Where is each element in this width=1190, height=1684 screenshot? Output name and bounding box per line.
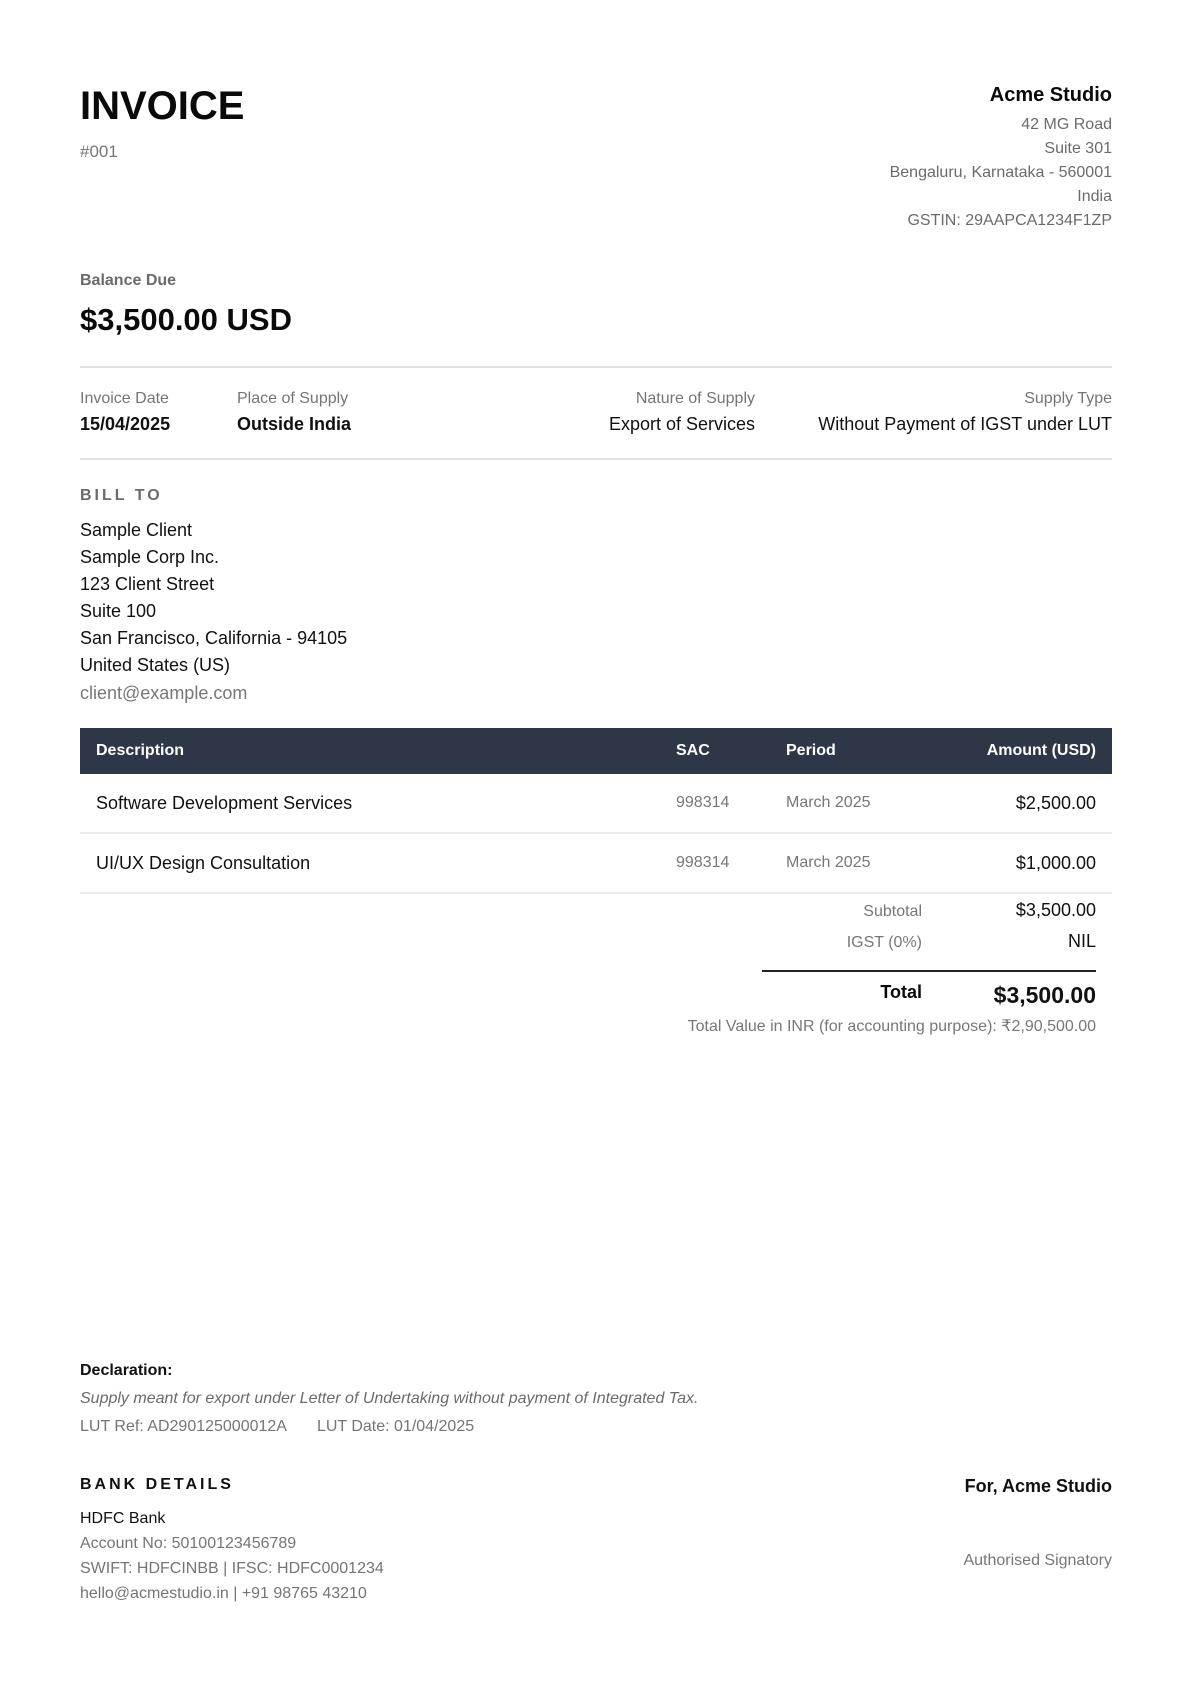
tax-label: IGST (0%) [846, 934, 922, 951]
cell-description: Software Development Services [96, 792, 353, 813]
column-header-sac: SAC [676, 742, 710, 759]
bill-to-line: San Francisco, California - 94105 [80, 628, 348, 648]
column-header-amount: Amount (USD) [986, 742, 1096, 759]
total-row [80, 982, 1112, 1016]
balance-due-label: Balance Due [80, 272, 177, 289]
contact-info: hello@acmestudio.in | +91 98765 43210 [80, 1585, 367, 1602]
totals-section [80, 900, 1112, 1035]
lut-info [80, 1418, 698, 1436]
meta-nature-of-supply [609, 390, 755, 435]
bill-to-section [80, 487, 347, 707]
meta-place-of-supply [237, 390, 351, 435]
line-items-table [80, 728, 1112, 894]
declaration-title: Declaration: [80, 1362, 173, 1379]
cell-description: UI/UX Design Consultation [96, 852, 311, 873]
bank-details-title: BANK DETAILS [80, 1476, 234, 1493]
subtotal-value: $3,500.00 [1015, 900, 1096, 920]
meta-label: Place of Supply [237, 390, 349, 407]
tax-row [80, 931, 1112, 962]
total-value: $3,500.00 [993, 982, 1096, 1008]
meta-value: Outside India [237, 414, 352, 434]
bill-to-line: Suite 100 [80, 601, 157, 621]
balance-due-section [80, 272, 292, 338]
tax-value: NIL [1067, 931, 1096, 951]
column-header-description: Description [96, 742, 185, 759]
divider [80, 458, 1112, 460]
company-address-line: 42 MG Road [1021, 116, 1112, 133]
meta-value: 15/04/2025 [80, 414, 171, 434]
table-row [80, 774, 1112, 834]
table-header [80, 728, 1112, 774]
signatory-label: Authorised Signatory [963, 1552, 1112, 1569]
meta-invoice-date [80, 390, 170, 435]
bill-to-line: 123 Client Street [80, 574, 215, 594]
cell-period: March 2025 [786, 794, 871, 811]
meta-supply-type [818, 390, 1112, 435]
total-label: Total [880, 982, 922, 1002]
cell-amount: $2,500.00 [1015, 792, 1096, 813]
cell-period: March 2025 [786, 854, 871, 871]
meta-label: Supply Type [1024, 390, 1112, 407]
invoice-meta [80, 390, 1112, 440]
bank-account: Account No: 50100123456789 [80, 1535, 297, 1552]
invoice-number: #001 [80, 142, 118, 161]
balance-due-amount: $3,500.00 USD [80, 302, 292, 337]
lut-date: LUT Date: 01/04/2025 [316, 1418, 475, 1435]
bill-to-line: Sample Corp Inc. [80, 547, 220, 567]
company-address-line: India [1077, 188, 1112, 205]
cell-amount: $1,000.00 [1015, 852, 1096, 873]
bank-name: HDFC Bank [80, 1510, 166, 1527]
company-address-line: Bengaluru, Karnataka - 560001 [889, 164, 1112, 181]
invoice-page [80, 0, 1112, 1684]
declaration-text: Supply meant for export under Letter of Undertaking without payment of Integrated Tax. [80, 1390, 699, 1407]
bill-to-label: BILL TO [80, 487, 163, 504]
bill-to-line: United States (US) [80, 655, 231, 675]
company-info [890, 84, 1112, 233]
declaration-section [80, 1362, 698, 1436]
cell-sac: 998314 [676, 794, 730, 811]
bank-details-section [80, 1476, 384, 1606]
company-gstin: GSTIN: 29AAPCA1234F1ZP [907, 212, 1112, 229]
table-row [80, 834, 1112, 894]
bank-codes: SWIFT: HDFCINBB | IFSC: HDFC0001234 [80, 1560, 384, 1577]
column-header-period: Period [786, 742, 836, 759]
total-divider [762, 970, 1096, 972]
subtotal-row [80, 900, 1112, 931]
meta-value: Export of Services [608, 414, 755, 434]
inr-total-note: Total Value in INR (for accounting purpose): ₹2,90,500.00 [687, 1018, 1096, 1035]
company-address-line: Suite 301 [1044, 140, 1112, 157]
bill-to-email: client@example.com [80, 683, 248, 703]
subtotal-label: Subtotal [863, 903, 922, 920]
signature-section [963, 1476, 1112, 1570]
meta-value: Without Payment of IGST under LUT [818, 414, 1112, 434]
invoice-title: INVOICE [80, 84, 245, 128]
divider [80, 366, 1112, 368]
lut-ref: LUT Ref: AD290125000012A [80, 1418, 287, 1435]
cell-sac: 998314 [676, 854, 730, 871]
bill-to-line: Sample Client [80, 520, 193, 540]
meta-label: Invoice Date [80, 390, 169, 407]
company-name: Acme Studio [989, 84, 1112, 106]
meta-label: Nature of Supply [635, 390, 755, 407]
signature-for: For, Acme Studio [964, 1476, 1112, 1496]
